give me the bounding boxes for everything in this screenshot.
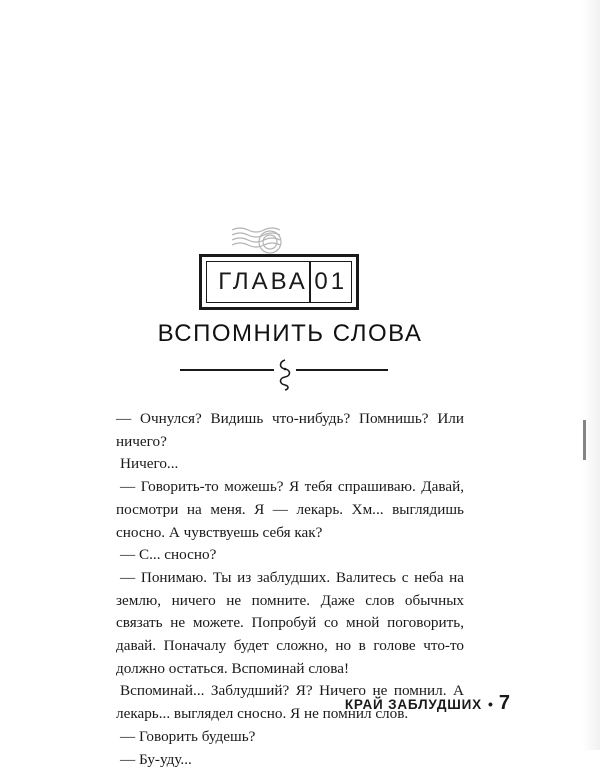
running-footer bbox=[345, 692, 510, 715]
paragraph: — Говорить-то можешь? Я тебя спрашиваю. Давай, посмотри на меня. Я — лекарь. Хм... выглядишь сносно. А чувствуешь себя как? bbox=[116, 478, 464, 541]
chapter-title: ВСПОМНИТЬ СЛОВА bbox=[157, 320, 423, 347]
paragraph: — Очнулся? Видишь что-нибудь? Помнишь? Или ничего? bbox=[116, 410, 464, 450]
footer-bullet: • bbox=[487, 696, 493, 712]
paragraph: Ничего... bbox=[120, 455, 179, 473]
paragraph: — Понимаю. Ты из заблудших. Валитесь с неба на землю, ничего не помните. Даже слов обычных связать не можете. Попробуй со мной поговорить, давай. Поначалу будет сложно, но в голове что-то должно остаться. Вспоминай слова! bbox=[116, 568, 464, 677]
paragraph: — С... сносно? bbox=[120, 546, 217, 564]
page-edge-shadow bbox=[582, 0, 600, 750]
chapter-heading-box bbox=[199, 254, 359, 310]
page-edge-mark bbox=[583, 420, 586, 460]
book-title: КРАЙ ЗАБЛУДШИХ bbox=[344, 697, 482, 712]
page-number: 7 bbox=[498, 692, 510, 714]
chapter-number: 01 bbox=[314, 268, 348, 295]
swirl-ornament-icon bbox=[274, 358, 296, 392]
paragraph: — Бу-уду... bbox=[120, 750, 192, 768]
chapter-body bbox=[116, 408, 464, 771]
chapter-label: ГЛАВА bbox=[218, 268, 308, 295]
paragraph: Вспоминай... Заблудший? Я? Ничего не помнил. А лекарь... выглядел сносно. Я не помнил слов. bbox=[116, 682, 464, 723]
paragraph: — Говорить будешь? bbox=[120, 727, 256, 745]
